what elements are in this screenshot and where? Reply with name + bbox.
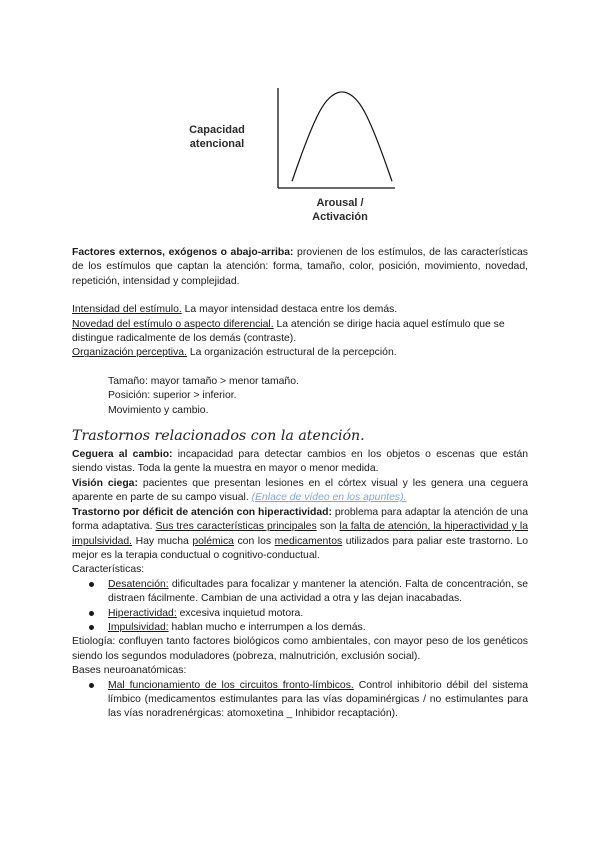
list-item: Movimiento y cambio. (108, 404, 209, 416)
organizacion-paragraph: Organización perceptiva. La organización estructural de la percepción. (72, 347, 397, 359)
bullet-icon (89, 611, 94, 616)
list-item: Desatención: dificultades para focalizar y mantener la atención. Falta de concentración, se distraen fácilmente. Cambian de una actividad a otra y las dejan inacabadas. (72, 578, 528, 607)
arousal-attention-chart (0, 0, 600, 235)
intensidad-paragraph: Intensidad del estímulo. La mayor intensidad destaca entre los demás. (72, 304, 398, 316)
factores-paragraph: Factores externos, exógenos o abajo-arriba: provienen de los estímulos, de las características de los estímulos que captan la atención: forma, tamaño, color, posición, movimiento, novedad, repetición, intensidad y complejidad. (72, 247, 528, 287)
section-heading: Trastornos relacionados con la atención. (72, 428, 365, 445)
bases-label: Bases neuroanatómicas: (72, 665, 187, 677)
document-body (72, 246, 528, 722)
etiologia-paragraph: Etiología: confluyen tanto factores biológicos como ambientales, con mayor peso de los genéticos siendo los segundos moduladores (pobreza, malnutrición, exclusión social). (72, 636, 528, 662)
caracteristicas-list (72, 578, 528, 636)
novedad-paragraph: Novedad del estímulo o aspecto diferencial. La atención se dirige hacia aquel estímulo que se distingue radicalmente de los demás (contraste). (72, 318, 505, 345)
vision-ciega-paragraph: Visión ciega: pacientes que presentan lesiones en el córtex visual y les genera una ceguera aparente en parte de su campo visual. (Enlace de vídeo en los apuntes). (72, 477, 528, 504)
caracteristicas-label: Características: (72, 564, 145, 576)
tdah-paragraph: Trastorno por déficit de atención con hiperactividad: problema para adaptar la atención de una forma adaptativa. Sus tres características principales son la falta de atención, la hiperactividad y la impulsividad. Hay mucha polémica con los medicamentos utilizados para paliar este trastorno. Lo mejor es la terapia conductual o cognitivo-conductual. (72, 506, 529, 561)
list-item: Hiperactividad: excesiva inquietud motora. (72, 607, 528, 621)
ceguera-paragraph: Ceguera al cambio: incapacidad para detectar cambios en los objetos o escenas que están siendo vistas. Toda la gente la muestra en mayor o menor medida. (72, 449, 529, 475)
video-link[interactable]: (Enlace de vídeo en los apuntes). (251, 492, 407, 504)
x-axis-label: Arousal / Activación (312, 197, 368, 223)
bullet-icon (89, 582, 94, 587)
list-item: Tamaño: mayor tamaño > menor tamaño. (108, 375, 299, 387)
bases-list (72, 679, 528, 722)
bullet-icon (89, 625, 94, 630)
bullet-icon (89, 683, 94, 688)
y-axis-label: Capacidad atencional (189, 124, 245, 150)
list-item: Impulsividad: hablan mucho e interrumpen a los demás. (72, 621, 528, 635)
list-item: Mal funcionamiento de los circuitos fronto-límbicos. Control inhibitorio débil del sistema límbico (medicamentos estimulantes para las vías dopaminérgicas / no estimulantes para las vías noradrenérgicas: atomoxetina _ Inhibidor recaptación). (72, 679, 528, 722)
list-item: Posición: superior > inferior. (108, 390, 237, 402)
inverted-u-curve (292, 92, 392, 181)
